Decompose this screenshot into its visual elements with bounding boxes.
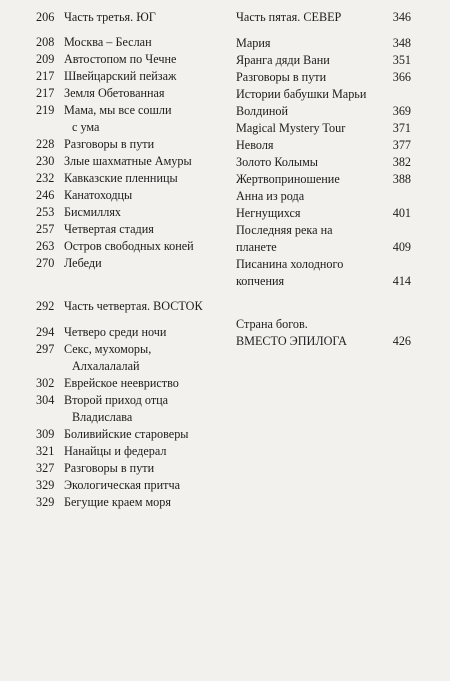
page-number: 329 [36,495,55,509]
toc-entry-continued [236,205,411,222]
entry-title-continued: ВМЕСТО ЭПИЛОГА [236,334,347,348]
entry-title: Четверо среди ночи [64,325,167,339]
toc-entry [36,238,236,255]
page-number: 371 [392,121,411,135]
entry-title-continued: копчения [236,274,285,288]
entry-title: Часть пятая. СЕВЕР [236,10,342,24]
entry-title: Автостопом по Чечне [64,52,177,66]
entry-title: Мария [236,36,271,50]
toc-entry [236,188,411,205]
entry-title: Последняя река на [236,223,333,237]
toc-entry [36,375,236,392]
page-number: 217 [36,86,55,100]
entry-title-continued: Волдиной [236,104,289,118]
page-number: 377 [392,138,411,152]
entry-title: Еврейское неевриство [64,376,179,390]
toc-entry [236,256,411,273]
entry-title-continued: Негнущихся [236,206,301,220]
entry-title: Разговоры в пути [64,461,155,475]
toc-entry [236,86,411,103]
toc-entry [36,204,236,221]
toc-entry [236,120,411,137]
entry-title: Лебеди [64,256,102,270]
entry-title: Секс, мухоморы, [64,342,152,356]
entry-title: Золото Колымы [236,155,318,169]
page-number: 366 [392,70,411,84]
entry-title: Остров свободных коней [64,239,194,253]
entry-title-continued: Владислава [72,410,133,424]
toc-entry [36,255,236,272]
toc-entry [236,222,411,239]
toc-entry [236,171,411,188]
page-number: 304 [36,393,55,407]
toc-entry [36,460,236,477]
page-number: 217 [36,69,55,83]
contents-right-column [236,9,411,350]
page-number: 232 [36,171,55,185]
page-number: 206 [36,10,55,24]
page-number: 414 [392,274,411,288]
toc-entry [36,85,236,102]
entry-title: Страна богов. [236,317,308,331]
toc-entry [36,494,236,511]
toc-section-heading [36,298,236,315]
page-number: 327 [36,461,55,475]
toc-entry [36,443,236,460]
toc-entry [236,35,411,52]
entry-title: Нанайцы и федерал [64,444,167,458]
toc-entry [36,153,236,170]
toc-entry [36,324,236,341]
toc-entry-continued [236,273,411,290]
page-number: 263 [36,239,55,253]
entry-title: Неволя [236,138,274,152]
toc-entry-continued [236,333,411,350]
page-number: 294 [36,325,55,339]
toc-entry [236,137,411,154]
page-number: 219 [36,103,55,117]
toc-entry [36,187,236,204]
page-number: 209 [36,52,55,66]
toc-entry [36,221,236,238]
page-number: 401 [392,206,411,220]
toc-entry [36,477,236,494]
toc-entry [236,69,411,86]
page-number: 351 [392,53,411,67]
entry-title: Истории бабушки Марьи [236,87,367,101]
page-number: 369 [392,104,411,118]
toc-entry [236,154,411,171]
page-number: 292 [36,299,55,313]
entry-title: Боливийские староверы [64,427,189,441]
entry-title: Бегущие краем моря [64,495,171,509]
toc-entry [36,170,236,187]
page-number: 346 [392,10,411,24]
entry-title: Разговоры в пути [236,70,327,84]
entry-title: Часть третья. ЮГ [64,10,156,24]
contents-left-column [36,9,236,511]
entry-title-continued: Алхалалалай [72,359,140,373]
entry-title: Бисмиллях [64,205,122,219]
entry-title: Яранга дяди Вани [236,53,330,67]
entry-title-continued: с ума [72,120,100,134]
entry-title: Писанина холодного [236,257,344,271]
toc-entry [36,426,236,443]
entry-title: Мама, мы все сошли [64,103,172,117]
toc-section-heading [36,9,236,26]
entry-title: Злые шахматные Амуры [64,154,192,168]
toc-entry [36,34,236,51]
page-number: 257 [36,222,55,236]
toc-entry [236,52,411,69]
entry-title: Часть четвертая. ВОСТОК [64,299,203,313]
entry-title: Magical Mystery Tour [236,121,346,135]
page-number: 270 [36,256,55,270]
page-number: 297 [36,342,55,356]
page-number: 253 [36,205,55,219]
page-number: 348 [392,36,411,50]
page-number: 302 [36,376,55,390]
toc-entry [36,392,236,426]
page-number: 426 [392,334,411,348]
page-number: 208 [36,35,55,49]
page-number: 329 [36,478,55,492]
entry-title: Канатоходцы [64,188,133,202]
toc-entry [236,316,411,333]
toc-entry [36,136,236,153]
page-number: 228 [36,137,55,151]
entry-title: Земля Обетованная [64,86,165,100]
entry-title: Второй приход отца [64,393,169,407]
entry-title: Швейцарский пейзаж [64,69,177,83]
entry-title-continued: планете [236,240,277,254]
entry-title: Разговоры в пути [64,137,155,151]
entry-title: Четвертая стадия [64,222,154,236]
toc-entry [36,51,236,68]
page-number: 409 [392,240,411,254]
entry-title: Анна из рода [236,189,305,203]
page-number: 388 [392,172,411,186]
toc-entry [36,68,236,85]
page-number: 230 [36,154,55,168]
entry-title: Экологическая притча [64,478,181,492]
page-number: 246 [36,188,55,202]
toc-section-heading [236,9,411,26]
toc-entry [36,102,236,136]
entry-title: Жертвоприношение [236,172,340,186]
page-number: 382 [392,155,411,169]
page-number: 321 [36,444,55,458]
toc-entry [36,341,236,375]
entry-title: Москва – Беслан [64,35,152,49]
page-number: 309 [36,427,55,441]
entry-title: Кавказские пленницы [64,171,178,185]
toc-entry-continued [236,103,411,120]
toc-entry-continued [236,239,411,256]
